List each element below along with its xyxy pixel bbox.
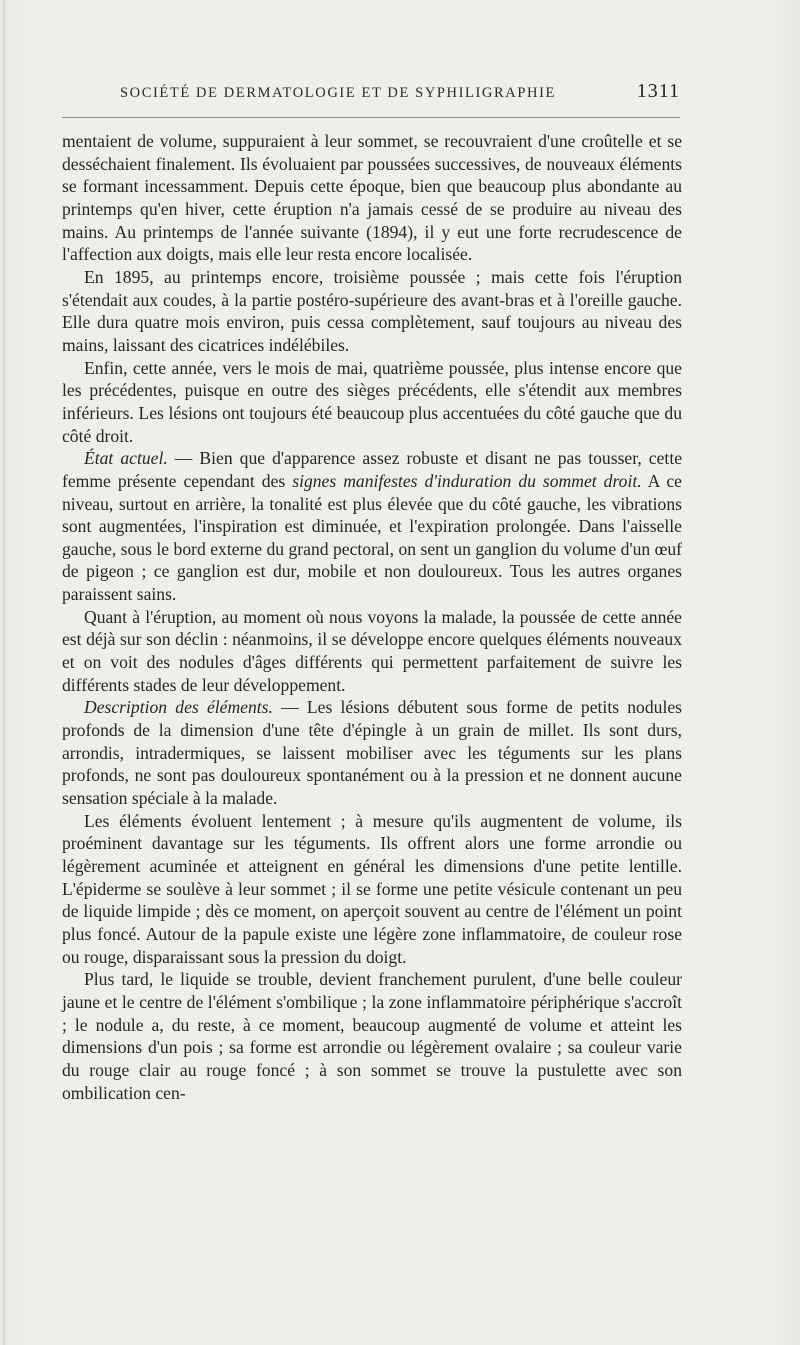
running-title: SOCIÉTÉ DE DERMATOLOGIE ET DE SYPHILIGRAPHIE (120, 85, 556, 101)
paragraph: Les éléments évoluent lentement ; à mesure qu'ils augmentent de volume, ils proéminent davantage sur les téguments. Ils offrent alors une forme arrondie ou légèrement acuminée et atteignent en général les dimensions d'une petite lentille. L'épiderme se soulève à leur sommet ; il se forme une petite vésicule contenant un peu de liquide limpide ; dès ce moment, on aperçoit souvent au centre de l'élément un point plus foncé. Autour de la papule existe une légère zone inflammatoire, de couleur rose ou rouge, disparaissant sous la pression du doigt. (62, 810, 682, 967)
page-number: 1311 (636, 80, 680, 102)
paragraph-text: — Bien que d'apparence assez robuste et disant ne pas tousser, cette femme présente cependant des (62, 448, 683, 491)
section-title: Description des éléments. (84, 697, 273, 718)
header-rule (62, 117, 680, 118)
paragraph: Enfin, cette année, vers le mois de mai, quatrième poussée, plus intense encore que les précédentes, puisque en outre des sièges précédents, elle s'étendit aux membres inférieurs. Les lésions ont toujours été beaucoup plus accentuées du côté gauche que du côté droit. (62, 357, 682, 446)
paragraph (62, 447, 682, 606)
body-text (62, 130, 682, 1104)
section-title: État actuel. (84, 448, 168, 469)
page-header (60, 82, 680, 108)
page-edge (3, 0, 5, 1345)
paragraph: Plus tard, le liquide se trouble, devient franchement purulent, d'une belle couleur jaune et le centre de l'élément s'ombilique ; la zone inflammatoire périphérique s'accroît ; le nodule a, du reste, à ce moment, beaucoup augmenté de volume et atteint les dimensions d'un pois ; sa forme est arrondie ou légèrement ovalaire ; sa couleur varie du rouge clair au rouge foncé ; à son sommet se trouve la pustulette avec son ombilication cen- (62, 969, 682, 1103)
paragraph-text: A ce niveau, surtout en arrière, la tonalité est plus élevée que du côté gauche, les vibrations sont augmentées, l'inspiration est diminuée, et l'expiration prolongée. Dans l'aisselle gauche, sous le bord externe du grand pectoral, on sent un ganglion du volume d'un œuf de pigeon ; ce ganglion est dur, mobile et non douloureux. Tous les autres organes paraissent sains. (62, 470, 682, 605)
paragraph: Quant à l'éruption, au moment où nous voyons la malade, la poussée de cette année est déjà sur son déclin : néanmoins, il se développe encore quelques éléments nouveaux et on voit des nodules d'âges différents qui permettent parfaitement de suivre les différents stades de leur développement. (62, 606, 682, 695)
emphasis: signes manifestes d'induration du sommet droit. (292, 470, 642, 491)
paragraph: mentaient de volume, suppuraient à leur sommet, se recouvraient d'une croûtelle et se desséchaient finalement. Ils évoluaient par poussées successives, de nouveaux éléments se formant incessamment. Depuis cette époque, bien que beaucoup plus abondante au printemps qu'en hiver, cette éruption n'a jamais cessé de se produire au niveau des mains. Au printemps de l'année suivante (1894), il y eut une forte recrudescence de l'affection aux doigts, mais elle leur resta encore localisée. (62, 131, 682, 265)
paragraph-text: — Les lésions débutent sous forme de petits nodules profonds de la dimension d'une tête d'épingle à un grain de millet. Ils sont durs, arrondis, intradermiques, se laissent mobiliser avec les téguments sur les plans profonds, ne sont pas douloureux spontanément ou à la pression et ne donnent aucune sensation spéciale à la malade. (62, 697, 682, 809)
paragraph: En 1895, au printemps encore, troisième poussée ; mais cette fois l'éruption s'étendait aux coudes, à la partie postéro-supérieure des avant-bras et à l'oreille gauche. Elle dura quatre mois environ, puis cessa complètement, sauf toujours au niveau des mains, laissant des cicatrices indélébiles. (62, 266, 682, 355)
paragraph (62, 696, 682, 809)
